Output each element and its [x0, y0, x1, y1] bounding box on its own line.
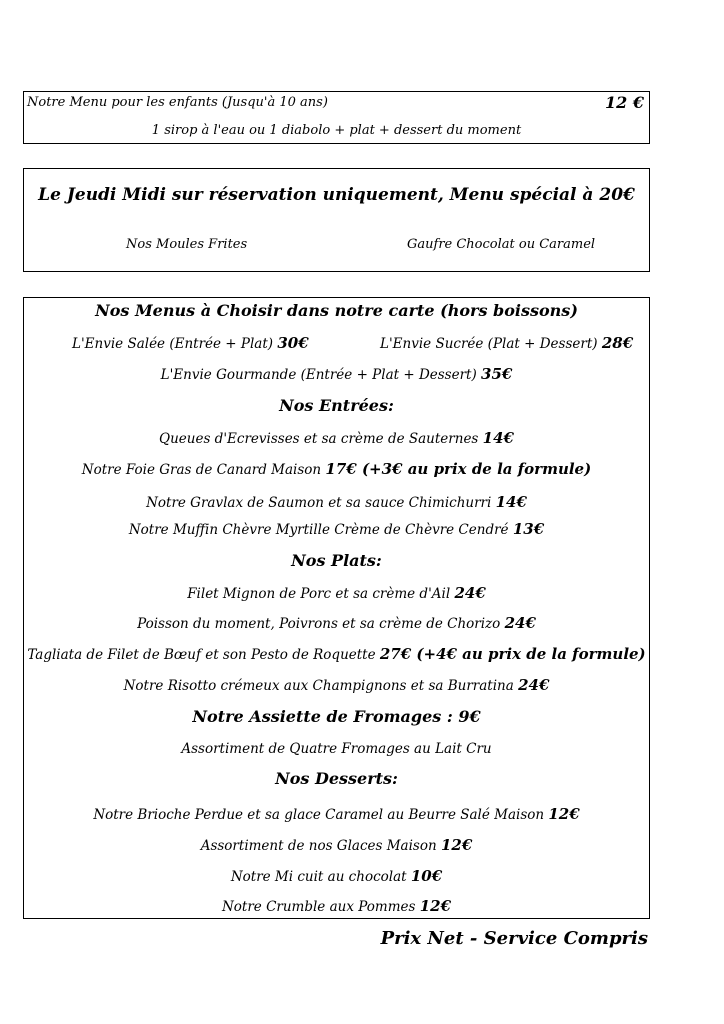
menu-item: [24, 836, 649, 854]
item-price: 14€: [482, 429, 514, 447]
menu-item: [24, 867, 649, 885]
item-price: 24€: [454, 584, 486, 602]
menu-item: [24, 429, 649, 447]
main-menu-title: Nos Menus à Choisir dans notre carte (hors boissons): [95, 301, 578, 320]
formula-price: 30€: [277, 334, 309, 352]
formula-price: 35€: [481, 365, 513, 383]
menu-item: [24, 460, 649, 478]
formula-gourmande: [24, 365, 649, 383]
formula-salee: [72, 334, 309, 352]
item-name: Poisson du moment, Poivrons et sa crème de Chorizo: [137, 616, 501, 632]
menu-item: [24, 676, 649, 694]
formula-label: L'Envie Gourmande (Entrée + Plat + Dessert): [160, 367, 477, 383]
main-menu-box: [23, 297, 650, 919]
item-name: Assortiment de nos Glaces Maison: [200, 838, 437, 854]
item-name: Notre Crumble aux Pommes: [221, 899, 416, 915]
item-name: Filet Mignon de Porc et sa crème d'Ail: [187, 586, 451, 602]
fromages-heading: Notre Assiette de Fromages : 9€: [192, 707, 481, 726]
kids-menu-price: 12 €: [605, 93, 644, 112]
menu-item: [24, 584, 649, 602]
entrees-heading: Nos Entrées:: [279, 396, 394, 415]
thursday-menu-title: Le Jeudi Midi sur réservation uniquement, Menu spécial à 20€: [38, 185, 635, 205]
item-price: 12€: [548, 805, 580, 823]
item-name: Notre Muffin Chèvre Myrtille Crème de Chèvre Cendré: [128, 522, 509, 538]
menu-item: [24, 805, 649, 823]
menu-item: [24, 520, 649, 538]
item-price: 12€: [419, 897, 452, 915]
item-name: Notre Mi cuit au chocolat: [230, 869, 407, 885]
kids-menu-description: 1 sirop à l'eau ou 1 diabolo + plat + dessert du moment: [151, 123, 522, 138]
menu-item: [24, 897, 649, 915]
item-price: 17€ (+3€ au prix de la formule): [325, 460, 592, 478]
kids-menu-title: Notre Menu pour les enfants (Jusqu'à 10 ans): [27, 95, 328, 110]
plats-heading: Nos Plats:: [291, 551, 382, 570]
item-price: 14€: [495, 493, 527, 511]
menu-item: Assortiment de Quatre Fromages au Lait Cru: [181, 741, 492, 757]
formula-sucree: [380, 334, 633, 352]
menu-item: [24, 614, 649, 632]
desserts-heading: Nos Desserts:: [275, 769, 398, 788]
formula-label: L'Envie Salée (Entrée + Plat): [72, 336, 274, 352]
item-price: 24€: [504, 614, 536, 632]
item-price: 10€: [410, 867, 443, 885]
item-price: 13€: [512, 520, 545, 538]
thursday-menu-item-mussels: Nos Moules Frites: [126, 237, 248, 252]
footer-note: Prix Net - Service Compris: [380, 928, 648, 949]
item-price: 12€: [440, 836, 473, 854]
item-name: Notre Risotto crémeux aux Champignons et sa Burratina: [123, 678, 514, 694]
thursday-menu-box: [23, 168, 650, 272]
menu-item: [24, 493, 649, 511]
item-name: Tagliata de Filet de Bœuf et son Pesto de Roquette: [27, 647, 376, 663]
item-name: Queues d'Ecrevisses et sa crème de Sauternes: [159, 431, 479, 447]
item-name: Notre Brioche Perdue et sa glace Caramel au Beurre Salé Maison: [93, 807, 545, 823]
menu-item: [24, 645, 649, 663]
item-price: 24€: [518, 676, 550, 694]
formula-price: 28€: [601, 334, 634, 352]
item-price: 27€ (+4€ au prix de la formule): [379, 645, 646, 663]
item-name: Notre Foie Gras de Canard Maison: [81, 462, 322, 478]
item-name: Notre Gravlax de Saumon et sa sauce Chimichurri: [146, 495, 492, 511]
thursday-menu-item-waffle: Gaufre Chocolat ou Caramel: [407, 237, 596, 252]
kids-menu-box: [23, 91, 650, 144]
formula-label: L'Envie Sucrée (Plat + Dessert): [380, 336, 598, 352]
